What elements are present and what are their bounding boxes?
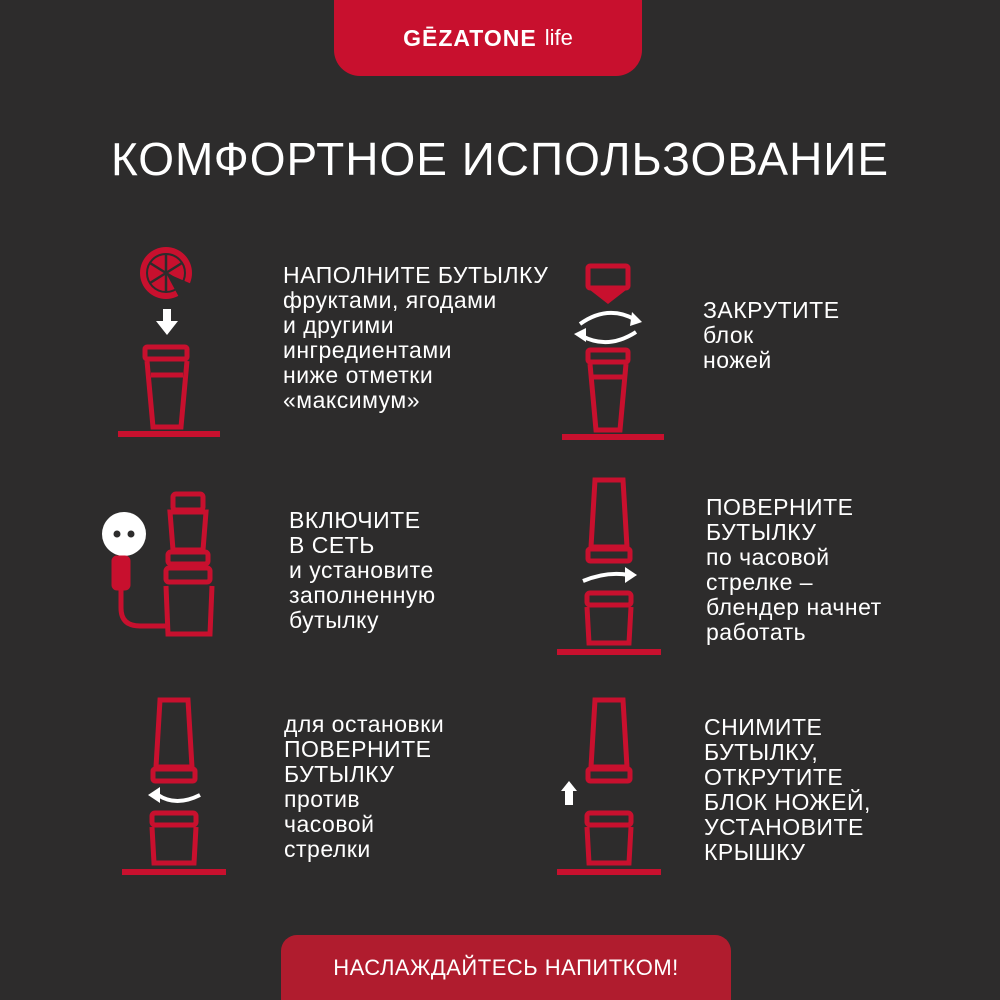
down-arrow-icon [156, 309, 178, 335]
rotate-arrows-icon [574, 312, 642, 342]
power-socket-icon [102, 512, 146, 556]
step4-text: ПОВЕРНИТЕ БУТЫЛКУ по часовой стрелке – блендер начнет работать [706, 494, 882, 645]
logo-sub: life [544, 25, 573, 50]
bottle-icon [153, 700, 195, 781]
surface-line [118, 431, 220, 437]
surface-line [557, 649, 661, 655]
up-arrow-icon [561, 781, 577, 805]
step1-text: НАПОЛНИТЕ БУТЫЛКУ фруктами, ягодами и другими ингредиентами ниже отметки «максимум» [283, 262, 549, 413]
step6-illustration [555, 695, 665, 880]
step1-illustration [110, 245, 230, 445]
power-cord [114, 558, 166, 626]
blender-base-icon [152, 813, 196, 863]
blender-base-icon [587, 593, 631, 643]
bottle-icon [588, 700, 630, 781]
step2-text: ЗАКРУТИТЕ блок ножей [703, 297, 840, 373]
logo-brand: GĒZATONE [403, 24, 537, 51]
step5-text: для остановки ПОВЕРНИТЕ БУТЫЛКУ против часовой стрелки [284, 711, 445, 862]
blade-unit-icon [588, 266, 628, 304]
bottle-icon [588, 350, 628, 430]
surface-line [557, 869, 661, 875]
brand-logo [334, 0, 642, 76]
step4-illustration [555, 475, 665, 660]
fruit-slice-icon [140, 247, 194, 299]
step3-text: ВКЛЮЧИТЕ В СЕТЬ и установите заполненную бутылку [289, 507, 436, 633]
blender-base-icon [587, 813, 631, 863]
bottle-icon [145, 347, 187, 427]
step6-text: СНИМИТЕ БУТЫЛКУ, ОТКРУТИТЕ БЛОК НОЖЕЙ, УСТАНОВИТЕ КРЫШКУ [704, 714, 871, 865]
clockwise-arrow-icon [583, 567, 637, 583]
counterclockwise-arrow-icon [148, 787, 200, 803]
step3-illustration [100, 488, 220, 640]
surface-line [562, 434, 664, 440]
bottle-icon [588, 480, 630, 561]
step2-illustration [560, 262, 670, 447]
footer-banner [281, 935, 731, 1000]
surface-line [122, 869, 226, 875]
step5-illustration [120, 695, 230, 880]
blender-icon [166, 494, 212, 634]
page-title: КОМФОРТНОЕ ИСПОЛЬЗОВАНИЕ [110, 133, 890, 185]
footer-text: НАСЛАЖДАЙТЕСЬ НАПИТКОМ! [333, 954, 679, 980]
